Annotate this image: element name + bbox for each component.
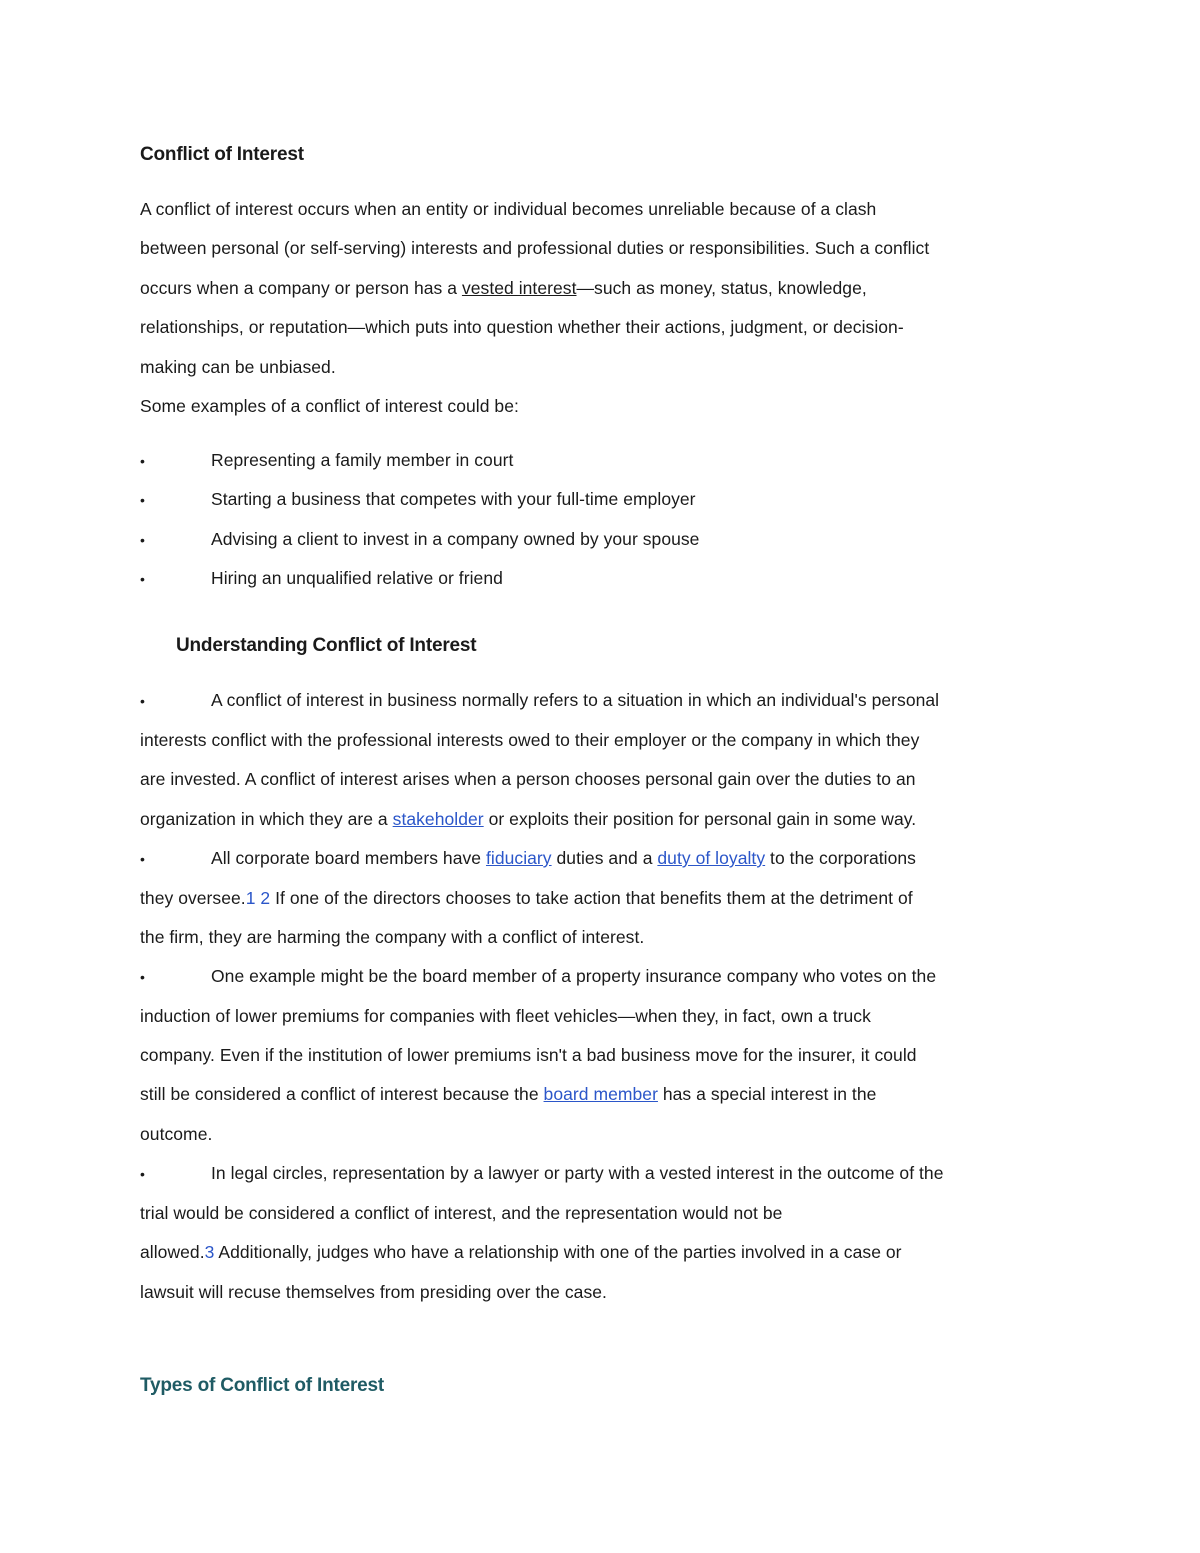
reference-link[interactable]: 1 2 [245,888,271,908]
paragraph-line: induction of lower premiums for companies with fleet vehicles—when they, in fact, own a truck [140,1006,871,1026]
text-segment: still be considered a conflict of interest because the [140,1084,544,1104]
paragraph-line [140,278,867,299]
vested-interest-link[interactable]: vested interest [461,278,577,298]
list-item: Representing a family member in court [211,450,514,470]
paragraph-line: between personal (or self-serving) interests and professional duties or responsibilities. Such a conflict [140,238,930,258]
board-member-link[interactable]: board member [543,1084,658,1104]
paragraph-line: interests conflict with the professional interests owed to their employer or the company in which they [140,730,920,750]
bullet-icon: • [140,453,145,469]
stakeholder-link[interactable]: stakeholder [392,809,484,829]
text-segment: organization in which they are a [140,809,393,829]
heading-types-of-conflict: Types of Conflict of Interest [140,1375,385,1396]
paragraph-line: making can be unbiased. [140,357,336,377]
bullet-icon: • [140,851,145,867]
paragraph-line [140,888,913,909]
paragraph-line: company. Even if the institution of lower premiums isn't a bad business move for the insurer, it could [140,1045,917,1065]
paragraph-line: relationships, or reputation—which puts into question whether their actions, judgment, or decision- [140,317,904,337]
paragraph-line: lawsuit will recuse themselves from presiding over the case. [140,1282,607,1302]
bullet-icon: • [140,1166,145,1182]
text-segment: has a special interest in the [657,1084,877,1104]
heading-understanding-conflict: Understanding Conflict of Interest [176,635,477,656]
paragraph-line: trial would be considered a conflict of interest, and the representation would not be [140,1203,783,1223]
paragraph-line: are invested. A conflict of interest arises when a person chooses personal gain over the duties to an [140,769,916,789]
list-item: Hiring an unqualified relative or friend [211,568,503,588]
text-segment: or exploits their position for personal gain in some way. [483,809,917,829]
text-segment: occurs when a company or person has a [140,278,462,298]
text-segment: to the corporations [765,848,916,868]
bullet-icon: • [140,571,145,587]
text-segment: duties and a [551,848,658,868]
paragraph-line: In legal circles, representation by a lawyer or party with a vested interest in the outcome of the [211,1163,944,1183]
paragraph-line [140,1242,902,1263]
bullet-icon: • [140,532,145,548]
bullet-icon: • [140,693,145,709]
text-segment: —such as money, status, knowledge, [576,278,867,298]
paragraph-line: A conflict of interest occurs when an entity or individual becomes unreliable because of a clash [140,199,877,219]
text-segment: allowed. [140,1242,205,1262]
paragraph-line [211,848,916,869]
examples-intro: Some examples of a conflict of interest could be: [140,396,519,416]
paragraph-line: One example might be the board member of a property insurance company who votes on the [211,966,937,986]
text-segment: If one of the directors chooses to take action that benefits them at the detriment of [270,888,913,908]
list-item: Advising a client to invest in a company owned by your spouse [211,529,700,549]
bullet-icon: • [140,969,145,985]
fiduciary-link[interactable]: fiduciary [485,848,552,868]
bullet-icon: • [140,492,145,508]
duty-of-loyalty-link[interactable]: duty of loyalty [657,848,766,868]
paragraph-line: outcome. [140,1124,213,1144]
text-segment: they oversee. [140,888,246,908]
text-segment: Additionally, judges who have a relationship with one of the parties involved in a case or [214,1242,902,1262]
text-segment: All corporate board members have [211,848,486,868]
paragraph-line [140,1084,876,1105]
list-item: Starting a business that competes with your full-time employer [211,489,696,509]
heading-conflict-of-interest: Conflict of Interest [140,144,304,165]
reference-link[interactable]: 3 [204,1242,215,1262]
paragraph-line: A conflict of interest in business normally refers to a situation in which an individual's personal [211,690,940,710]
paragraph-line: the firm, they are harming the company with a conflict of interest. [140,927,645,947]
paragraph-line [140,809,916,830]
